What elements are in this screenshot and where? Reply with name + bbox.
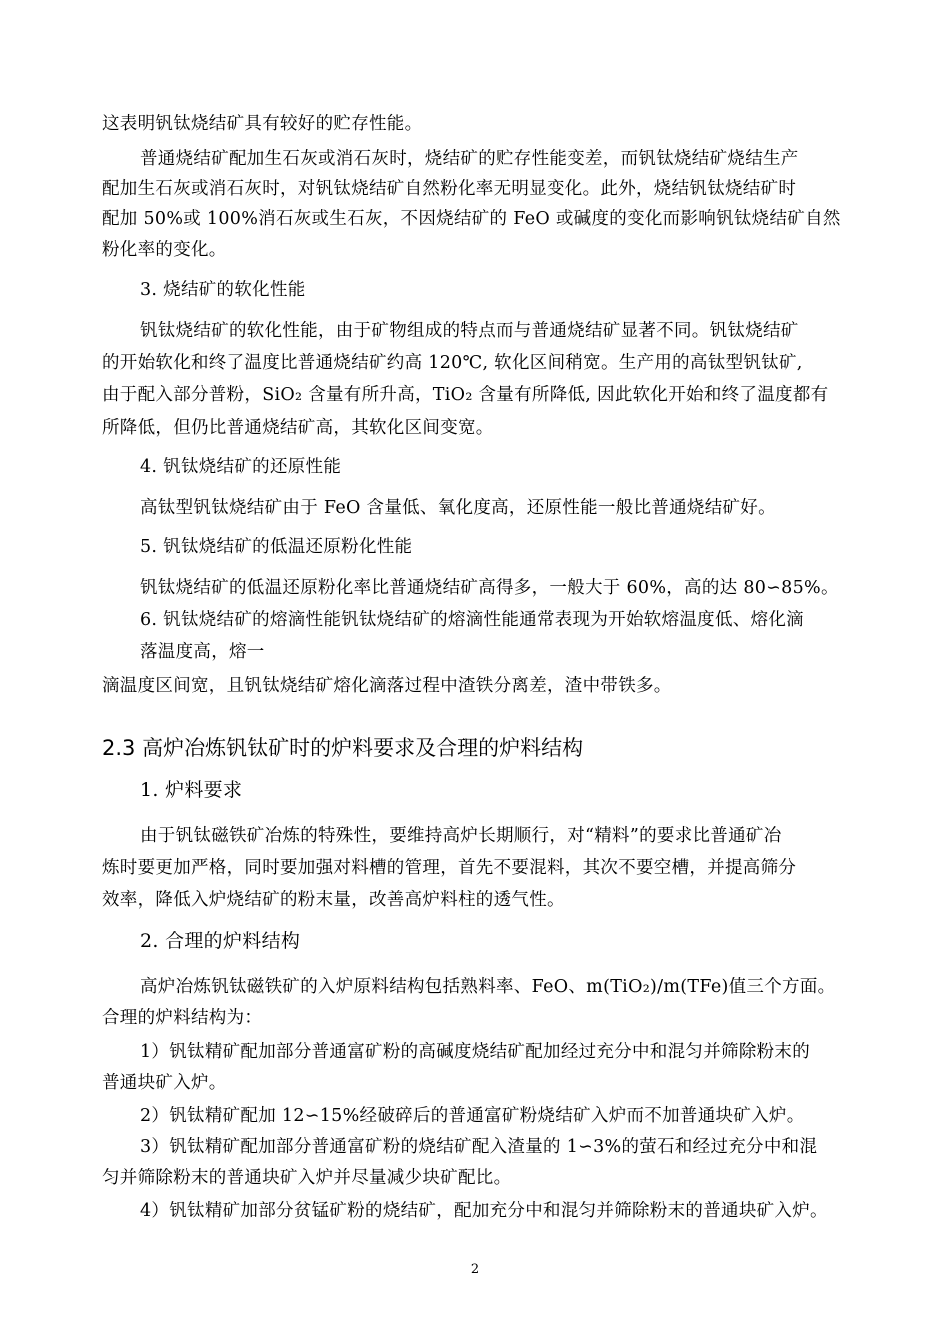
paragraph-line: 由于钒钛磁铁矿冶炼的特殊性，要维持高炉长期顺行，对“精料”的要求比普通矿冶 [140,826,782,846]
paragraph-line: 的开始软化和终了温度比普通烧结矿约高 120℃, 软化区间稍宽。生产用的高钛型钒钛矿, [102,353,803,373]
paragraph-line: 6. 钒钛烧结矿的熔滴性能钒钛烧结矿的熔滴性能通常表现为开始软熔温度低、熔化滴 [140,610,804,630]
subheading-burden-requirements: 1. 炉料要求 [140,779,243,801]
list-item-continuation: 普通块矿入炉。 [102,1073,227,1093]
subheading-softening: 3. 烧结矿的软化性能 [140,280,306,300]
paragraph-line: 钒钛烧结矿的低温还原粉化率比普通烧结矿高得多，一般大于 60%，高的达 80∽85%。 [140,578,839,598]
list-item: 1）钒钛精矿配加部分普通富矿粉的高碱度烧结矿配加经过充分中和混匀并筛除粉末的 [140,1042,811,1062]
paragraph-line: 配加 50%或 100%消石灰或生石灰，不因烧结矿的 FeO 或碱度的变化而影响钒钛烧结矿自然 [102,209,841,229]
paragraph-line: 由于配入部分普粉，SiO₂ 含量有所升高，TiO₂ 含量有所降低, 因此软化开始和终了温度都有 [102,385,829,405]
paragraph-line: 滴温度区间宽，且钒钛烧结矿熔化滴落过程中渣铁分离差，渣中带铁多。 [102,676,672,696]
page-number: 2 [470,1262,480,1277]
list-item: 4）钒钛精矿加部分贫锰矿粉的烧结矿，配加充分中和混匀并筛除粉末的普通块矿入炉。 [140,1201,828,1221]
paragraph-line: 高炉冶炼钒钛磁铁矿的入炉原料结构包括熟料率、FeO、m(TiO₂)/m(TFe)值三个方面。 [140,977,836,997]
list-item: 3）钒钛精矿配加部分普通富矿粉的烧结矿配入渣量的 1∽3%的萤石和经过充分中和混 [140,1137,818,1157]
subheading-burden-structure: 2. 合理的炉料结构 [140,930,301,952]
paragraph-line: 落温度高，熔一 [140,642,265,662]
paragraph-line: 这表明钒钛烧结矿具有较好的贮存性能。 [102,114,423,134]
subheading-low-temp-reduction: 5. 钒钛烧结矿的低温还原粉化性能 [140,537,413,557]
section-heading: 2.3 高炉冶炼钒钛矿时的炉料要求及合理的炉料结构 [102,736,584,760]
paragraph-line: 炼时要更加严格，同时要加强对料槽的管理，首先不要混料，其次不要空槽，并提高筛分 [102,858,797,878]
paragraph-line: 高钛型钒钛烧结矿由于 FeO 含量低、氧化度高，还原性能一般比普通烧结矿好。 [140,498,776,518]
paragraph-line: 配加生石灰或消石灰时，对钒钛烧结矿自然粉化率无明显变化。此外，烧结钒钛烧结矿时 [102,179,797,199]
paragraph-line: 效率，降低入炉烧结矿的粉末量，改善高炉料柱的透气性。 [102,890,565,910]
paragraph-line: 钒钛烧结矿的软化性能，由于矿物组成的特点而与普通烧结矿显著不同。钒钛烧结矿 [140,321,799,341]
paragraph-line: 普通烧结矿配加生石灰或消石灰时，烧结矿的贮存性能变差，而钒钛烧结矿烧结生产 [140,149,799,169]
paragraph-line: 合理的炉料结构为： [102,1008,263,1028]
paragraph-line: 所降低，但仍比普通烧结矿高，其软化区间变宽。 [102,418,494,438]
list-item: 2）钒钛精矿配加 12∽15%经破碎后的普通富矿粉烧结矿入炉而不加普通块矿入炉。 [140,1106,805,1126]
list-item-continuation: 匀并筛除粉末的普通块矿入炉并尽量减少块矿配比。 [102,1168,512,1188]
subheading-reduction: 4. 钒钛烧结矿的还原性能 [140,457,342,477]
paragraph-line: 粉化率的变化。 [102,240,227,260]
